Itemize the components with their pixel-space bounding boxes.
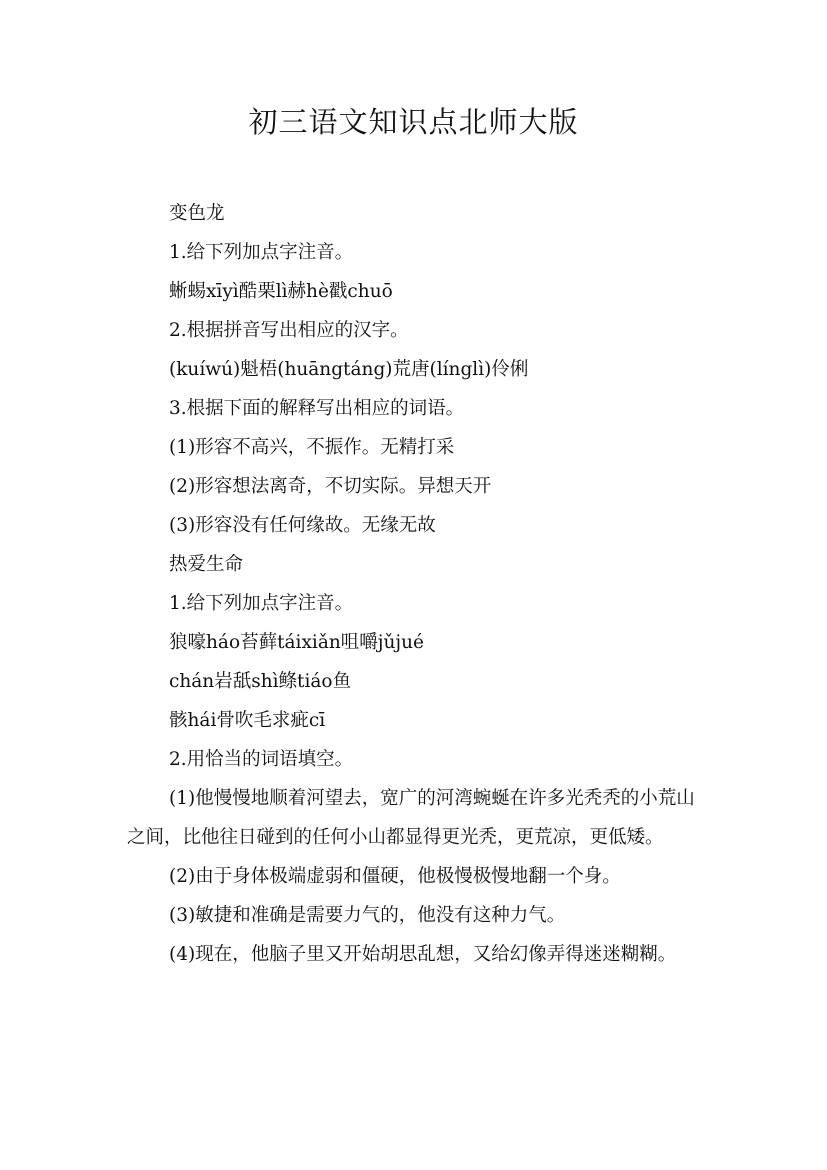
- fill-blank-paragraph: (2)由于身体极端虚弱和僵硬，他极慢极慢地翻一个身。: [169, 866, 621, 887]
- section-heading-love-of-life: 热爱生命: [169, 554, 244, 575]
- fill-blank-paragraph: (4)现在，他脑子里又开始胡思乱想，又给幻像弄得迷迷糊糊。: [169, 944, 677, 965]
- fill-blank-paragraph: (3)敏捷和准确是需要力气的，他没有这种力气。: [169, 905, 566, 926]
- answer-line: (3)形容没有任何缘故。无缘无故: [169, 515, 436, 536]
- question-line: 3.根据下面的解释写出相应的词语。: [169, 398, 465, 419]
- answer-line: chán岩舐shì鲦tiáo鱼: [169, 671, 352, 692]
- answer-line: (2)形容想法离奇，不切实际。异想天开: [169, 476, 492, 497]
- section-heading-chameleon: 变色龙: [169, 203, 225, 224]
- question-line: 2.用恰当的词语填空。: [169, 749, 354, 770]
- answer-line: (1)形容不高兴，不振作。无精打采: [169, 437, 455, 458]
- answer-line: (kuíwú)魁梧(huāngtáng)荒唐(línglì)伶俐: [169, 359, 529, 380]
- question-line: 1.给下列加点字注音。: [169, 242, 354, 263]
- document-body: [127, 194, 707, 974]
- answer-line: 蜥蜴xīyì酷栗lì赫hè戳chuō: [169, 281, 393, 302]
- question-line: 2.根据拼音写出相应的汉字。: [169, 320, 409, 341]
- question-line: 1.给下列加点字注音。: [169, 593, 354, 614]
- document-title: 初三语文知识点北师大版: [248, 105, 579, 139]
- fill-blank-paragraph: (1)他慢慢地顺着河望去，宽广的河湾蜿蜒在许多光秃秃的小荒山之间，比他往日碰到的任何小山都显得更光秃，更荒凉，更低矮。: [127, 788, 695, 848]
- answer-line: 骸hái骨吹毛求疵cī: [169, 710, 326, 731]
- answer-line: 狼嚎háo苔藓táixiǎn咀嚼jǔjué: [169, 632, 425, 653]
